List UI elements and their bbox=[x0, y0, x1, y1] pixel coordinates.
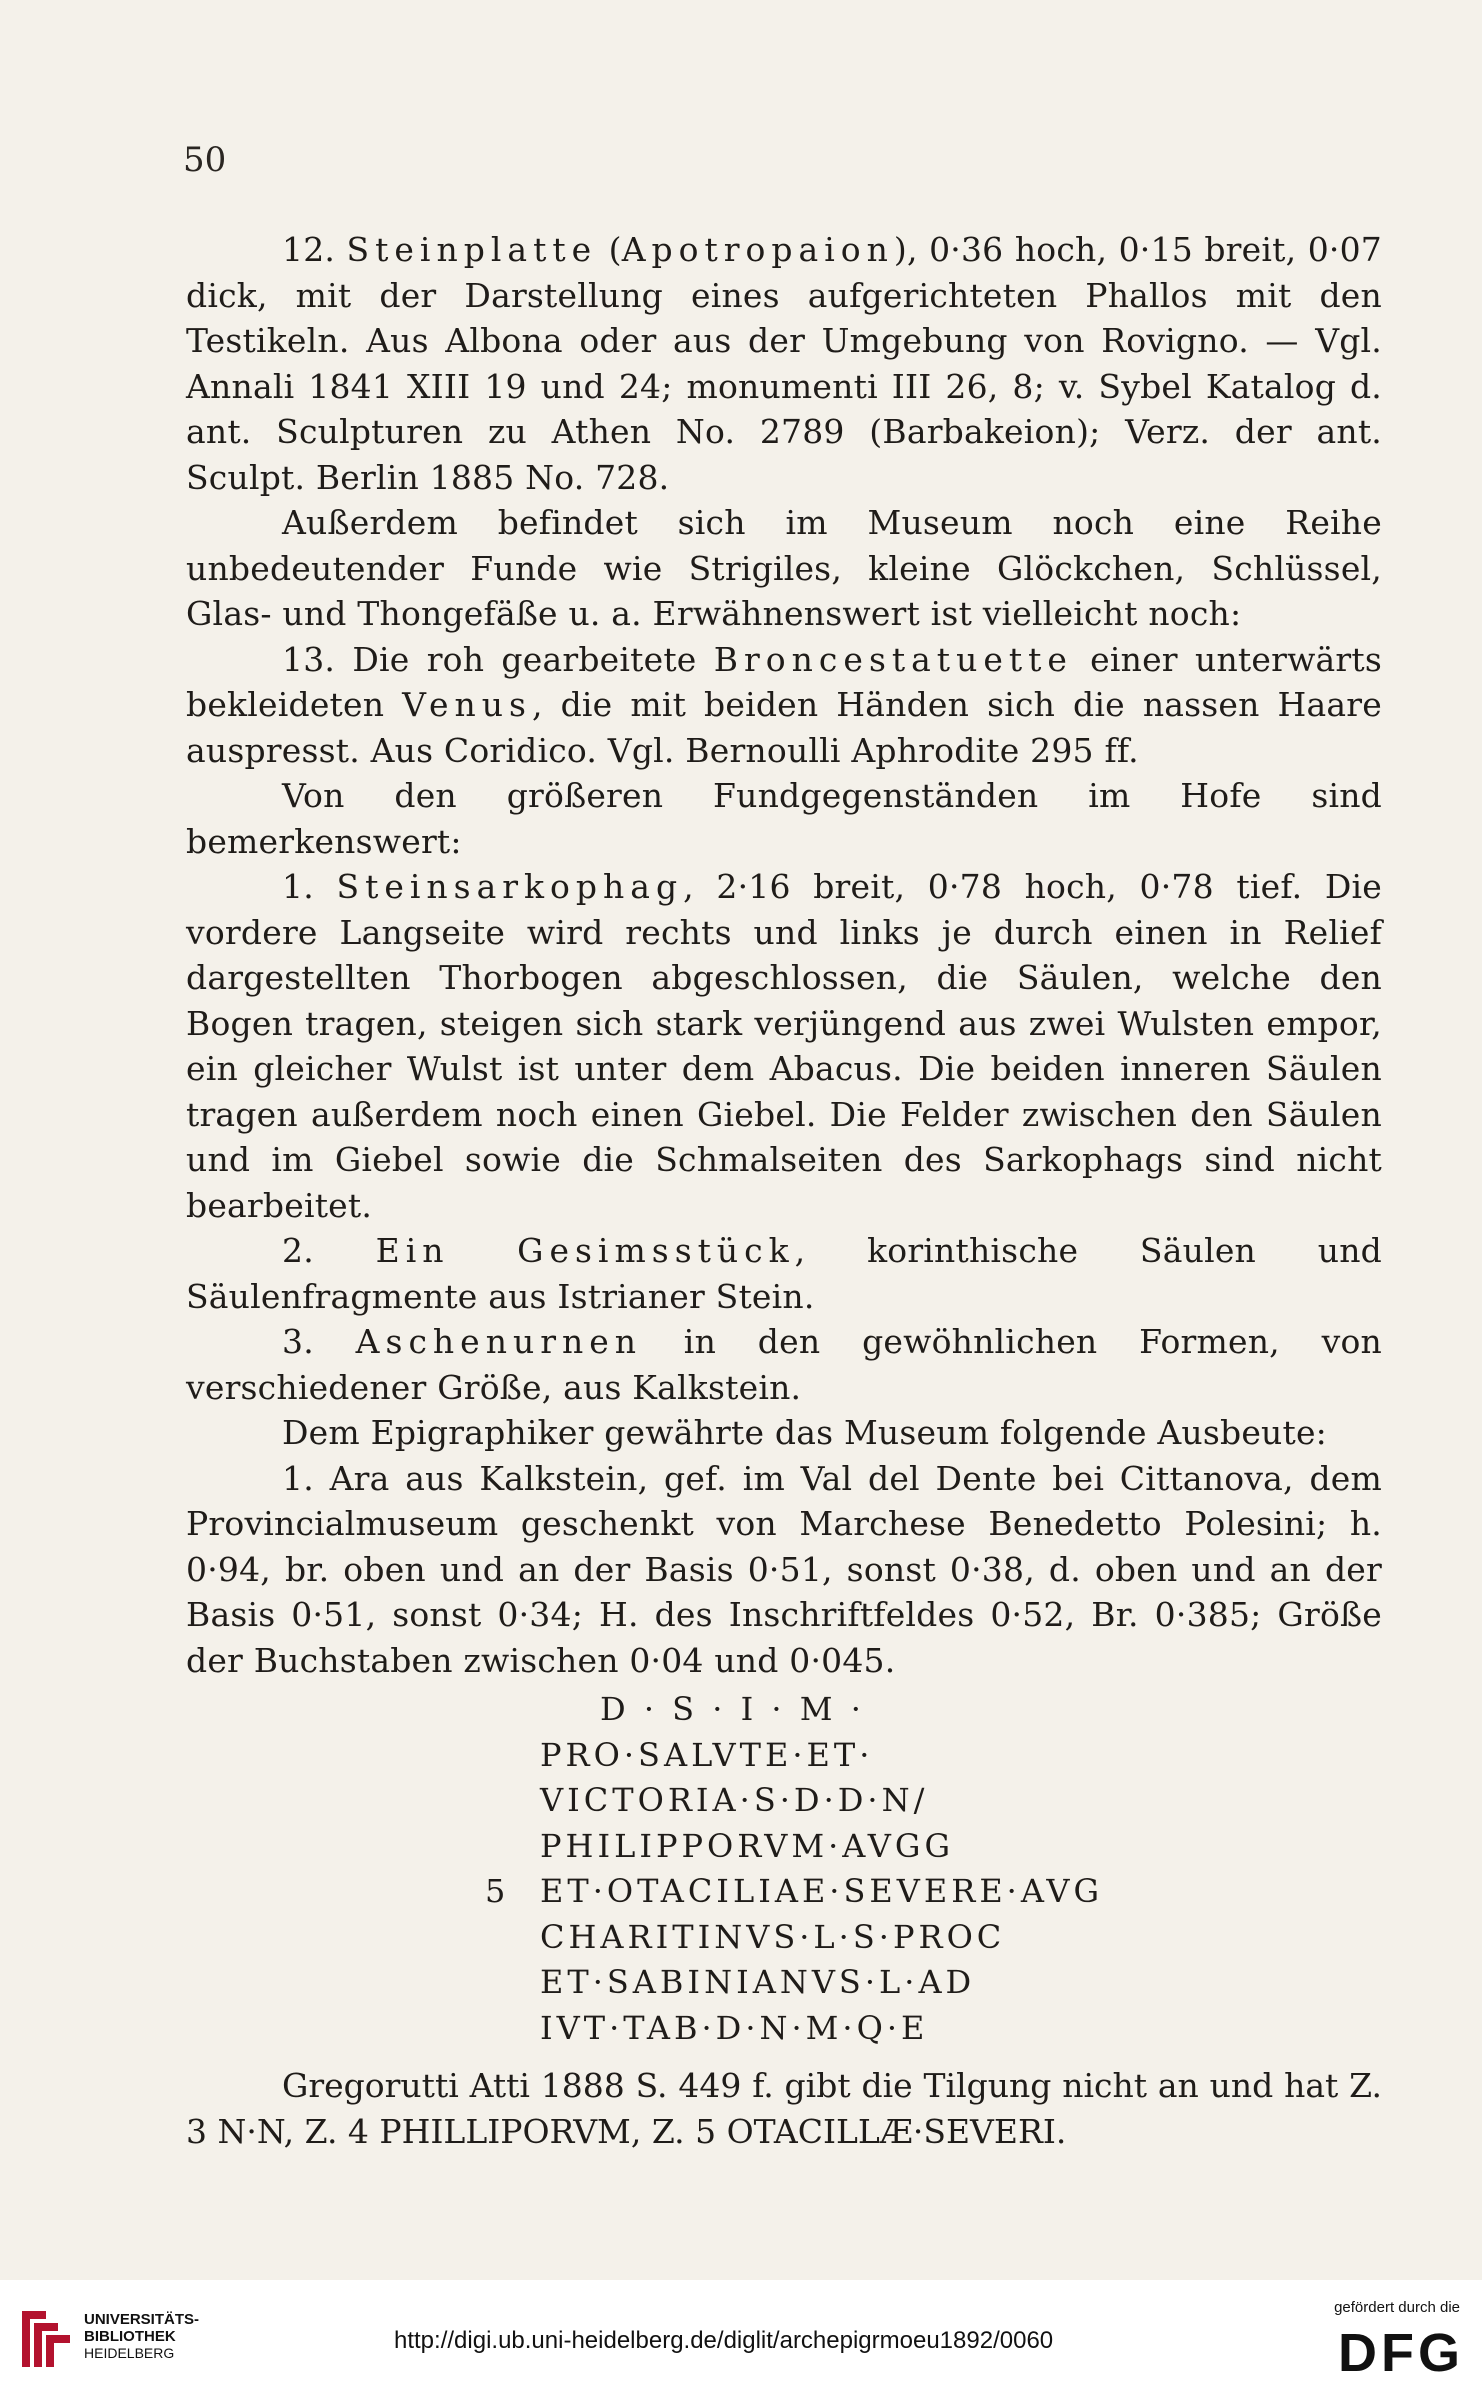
spaced-term: Apotropaion bbox=[621, 230, 894, 269]
text-run: einer unterwärts bekleideten bbox=[186, 639, 1382, 724]
body-text bbox=[186, 227, 1382, 1683]
text-run: 1. Ara aus Kalkstein, gef. im Val del Dente bei Cittanova, dem Provincialmuseum geschenkt von Marchese Benedetto Polesini; h. 0·94, br. oben und an der Basis 0·51, sonst 0·38, d. oben und an der Basis 0·51, sonst 0·34; H. des Inschriftfeldes 0·52, Br. 0·385; Größe der Buchstaben zwischen 0·04 und 0·045. bbox=[186, 1458, 1382, 1680]
text-run: 13. Die roh gearbeitete bbox=[282, 639, 714, 679]
paragraph-p-ausserdem bbox=[186, 500, 1382, 637]
library-name-line2: BIBLIOTHEK bbox=[84, 2328, 176, 2345]
paragraph-p-ara bbox=[186, 1456, 1382, 1684]
paragraph-p2 bbox=[186, 1228, 1382, 1319]
footer-bar bbox=[0, 2283, 1482, 2397]
paragraph-p-hofe bbox=[186, 773, 1382, 864]
text-run: Von den größeren Fundgegenständen im Hofe sind bemerkenswert: bbox=[186, 776, 1382, 861]
inscription bbox=[485, 1687, 1110, 2051]
paragraph-p1 bbox=[186, 864, 1382, 1228]
commentary-paragraph: Gregorutti Atti 1888 S. 449 f. gibt die Tilgung nicht an und hat Z. 3 N·N, Z. 4 PHILLIPORVM, Z. 5 OTACILLÆ·SEVERI. bbox=[186, 2066, 1382, 2151]
text-run: , korinthische Säulen und Säulenfragmente aus Istrianer Stein. bbox=[186, 1231, 1382, 1316]
paragraph-p12 bbox=[186, 227, 1382, 500]
spaced-term: Steinsarkophag bbox=[336, 867, 684, 906]
library-name bbox=[84, 2311, 199, 2362]
source-url-link[interactable]: http://digi.ub.uni-heidelberg.de/diglit/archepigrmoeu1892/0060 bbox=[394, 2327, 1054, 2354]
spaced-term: Steinplatte bbox=[346, 230, 598, 269]
inscription-line-text: VICTORIA·S·D·D·N/ bbox=[540, 1781, 929, 1819]
text-run: 12. bbox=[282, 230, 347, 269]
paragraph-p-epigraphiker bbox=[186, 1410, 1382, 1456]
library-name-line1: UNIVERSITÄTS- bbox=[84, 2311, 200, 2328]
text-run: Außerdem befindet sich im Museum noch eine Reihe unbedeutender Funde wie Strigiles, kleine Glöckchen, Schlüssel, Glas- und Thongefäße u. a. Erwähnenswert ist vielleicht noch: bbox=[186, 503, 1382, 633]
page-number: 50 bbox=[183, 140, 227, 180]
dfg-logo: DFG bbox=[1338, 2323, 1464, 2383]
inscription-line bbox=[485, 1869, 1110, 1915]
text-run: 2. bbox=[282, 1231, 376, 1270]
text-run: 3. bbox=[282, 1322, 356, 1361]
spaced-term: Broncestatuette bbox=[713, 639, 1073, 679]
inscription-line-text: ET·OTACILIAE·SEVERE·AVG bbox=[540, 1872, 1104, 1910]
inscription-line-text: CHARITINVS·L·S·PROC bbox=[540, 1917, 1006, 1956]
inscription-line bbox=[490, 1733, 1110, 1779]
inscription-line bbox=[490, 1778, 1110, 1824]
spaced-term: Venus bbox=[402, 685, 532, 724]
funding-caption: gefördert durch die bbox=[1334, 2299, 1460, 2316]
text-run: ( bbox=[597, 230, 622, 269]
inscription-line bbox=[490, 1687, 1110, 1733]
inscription-line-text: PRO·SALVTE·ET· bbox=[540, 1735, 874, 1774]
text-run: 1. bbox=[282, 867, 337, 906]
inscription-line-text: PHILIPPORVM·AVGG bbox=[540, 1826, 955, 1865]
inscription-commentary bbox=[186, 2063, 1382, 2154]
university-library-logo-icon bbox=[16, 2305, 74, 2373]
text-run: ), 0·36 hoch, 0·15 breit, 0·07 dick, mit der Darstellung eines aufgerichteten Phallos mit den Testikeln. Aus Albona oder aus der Umgebung von Rovigno. — Vgl. Annali 1841 XIII 19 und 24; monumenti III 26, 8; v. Sybel Katalog d. ant. Sculpturen zu Athen No. 2789 (Barbakeion); Verz. der ant. Sculpt. Berlin 1885 No. 728. bbox=[186, 230, 1382, 497]
inscription-line bbox=[490, 2006, 1110, 2052]
inscription-line bbox=[490, 1915, 1110, 1961]
inscription-line bbox=[490, 1960, 1110, 2006]
text-run: , 2·16 breit, 0·78 hoch, 0·78 tief. Die vordere Langseite wird rechts und links je durch einen in Relief dargestellten Thorbogen abgeschlossen, die Säulen, welche den Bogen tragen, steigen sich stark verjüngend aus zwei Wulsten empor, ein gleicher Wulst ist unter dem Abacus. Die beiden inneren Säulen tragen außerdem noch einen Giebel. Die Felder zwischen den Säulen und im Giebel sowie die Schmalseiten des Sarkophags sind nicht bearbeitet. bbox=[186, 867, 1382, 1225]
paragraph-p3 bbox=[186, 1319, 1382, 1410]
inscription-line-number: 5 bbox=[485, 1872, 510, 1910]
inscription-line-text: D · S · I · M · bbox=[600, 1690, 865, 1728]
text-run: , die mit beiden Händen sich die nassen Haare auspresst. Aus Coridico. Vgl. Bernoulli Aphrodite 295 ff. bbox=[186, 685, 1382, 770]
paragraph-p13 bbox=[186, 637, 1382, 774]
inscription-line bbox=[490, 1824, 1110, 1870]
spaced-term: Ein Gesimsstück bbox=[375, 1231, 795, 1270]
text-run: in den gewöhnlichen Formen, von verschiedener Größe, aus Kalkstein. bbox=[186, 1322, 1383, 1407]
inscription-line-text: IVT·TAB·D·N·M·Q·E bbox=[540, 2008, 929, 2047]
text-run: Dem Epigraphiker gewährte das Museum folgende Ausbeute: bbox=[282, 1413, 1328, 1452]
inscription-line-text: ET·SABINIANVS·L·AD bbox=[540, 1963, 976, 2001]
spaced-term: Aschenurnen bbox=[355, 1322, 643, 1361]
library-name-line3: HEIDELBERG bbox=[84, 2345, 175, 2361]
